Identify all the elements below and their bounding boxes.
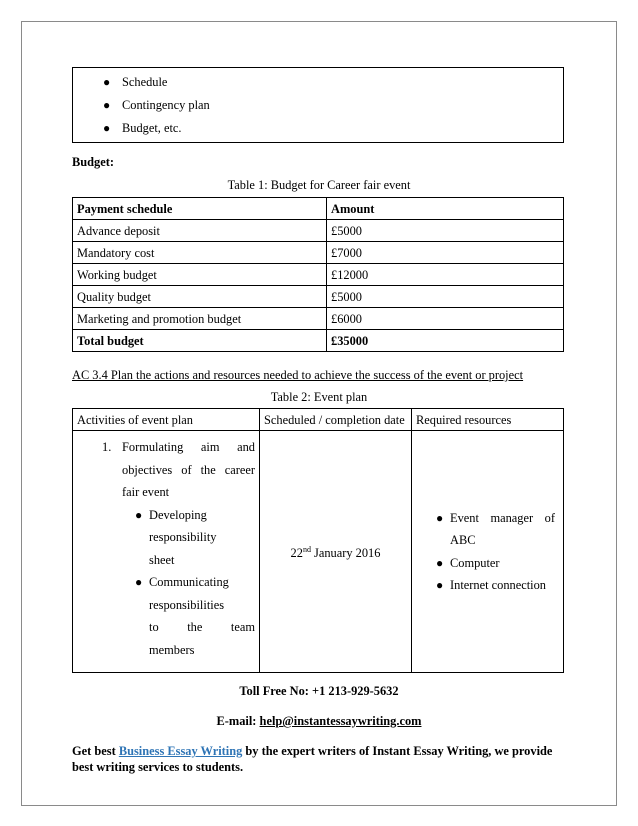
promo-line-2: best writing services to students. (72, 760, 244, 774)
bullet-icon: ● (135, 507, 143, 522)
date-cell: 22nd January 2016 (260, 431, 412, 673)
table-cell: £5000 (327, 286, 564, 308)
ac-heading: AC 3.4 Plan the actions and resources needed to achieve the success of the event or project (72, 368, 524, 382)
bullet-icon: ● (436, 510, 444, 525)
activity-number: 1. (102, 440, 112, 454)
sub-list-line: sheet (149, 552, 175, 567)
resource-item: ● Internet connection (416, 574, 559, 597)
activity-text-line: objectives of the career (122, 462, 255, 477)
sub-list-line: members (149, 642, 195, 657)
sub-list-line: responsibility (149, 530, 217, 544)
activity-item (77, 436, 255, 459)
top-list-box (72, 67, 564, 143)
bullet-icon: ● (436, 578, 444, 592)
header-cell: Payment schedule (73, 198, 327, 220)
sub-list-line: to the team (149, 620, 255, 634)
table-cell: Quality budget (73, 286, 327, 308)
sub-list-item: ● Developing (77, 504, 255, 527)
list-item: ● Contingency plan (103, 98, 210, 112)
toll-free-number: Toll Free No: +1 213-929-5632 (239, 684, 399, 698)
table-row (73, 220, 564, 242)
bullet-icon: ● (103, 75, 111, 89)
table-row (73, 308, 564, 330)
sub-list-line: responsibilities (149, 597, 225, 612)
bullet-icon: ● (103, 121, 111, 135)
email-line: E-mail: help@instantessaywriting.com (216, 714, 422, 728)
email-link[interactable]: help@instantessaywriting.com (259, 714, 422, 728)
list-item: ● Schedule (103, 75, 168, 89)
top-list (73, 74, 210, 143)
table-cell: £12000 (327, 264, 564, 286)
table-cell: Total budget (73, 330, 327, 352)
table-cell: Advance deposit (73, 220, 327, 242)
bullet-icon: ● (436, 555, 444, 570)
header-cell: Required resources (412, 409, 564, 431)
table-header-row (73, 409, 564, 431)
business-essay-writing-link[interactable]: Business Essay Writing (118, 744, 243, 758)
bullet-icon: ● (103, 98, 111, 112)
resource-item: ● Event manager of (416, 507, 559, 530)
list-item: ● Budget, etc. (103, 121, 182, 135)
resource-item: ● Computer (416, 552, 559, 575)
table1-caption: Table 1: Budget for Career fair event (227, 178, 411, 192)
budget-table (72, 197, 564, 352)
header-cell: Amount (327, 198, 564, 220)
table-cell: £35000 (327, 330, 564, 352)
table-row (73, 431, 564, 673)
table-cell: Marketing and promotion budget (73, 308, 327, 330)
activities-cell (73, 431, 260, 673)
promo-line-1: Get best Business Essay Writing by the expert writers of Instant Essay Writing, we provide (72, 744, 553, 758)
table-cell: £6000 (327, 308, 564, 330)
sub-list-item: ● Communicating (77, 571, 255, 594)
table-cell: £5000 (327, 220, 564, 242)
activity-text-line: fair event (122, 485, 170, 499)
table-row (73, 242, 564, 264)
table-cell: £7000 (327, 242, 564, 264)
resource-line: ABC (450, 533, 476, 547)
table2-caption: Table 2: Event plan (270, 390, 368, 404)
total-row (73, 330, 564, 352)
budget-heading: Budget: (72, 155, 114, 169)
header-cell: Scheduled / completion date (260, 409, 412, 431)
table-cell: Working budget (73, 264, 327, 286)
table-row (73, 286, 564, 308)
activity-text-line: Formulating aim and (122, 440, 255, 454)
table-header-row (73, 198, 564, 220)
table-cell: Mandatory cost (73, 242, 327, 264)
bullet-icon: ● (135, 575, 143, 589)
resources-cell (412, 431, 564, 673)
table-row (73, 264, 564, 286)
event-plan-table (72, 408, 564, 673)
header-cell: Activities of event plan (73, 409, 260, 431)
